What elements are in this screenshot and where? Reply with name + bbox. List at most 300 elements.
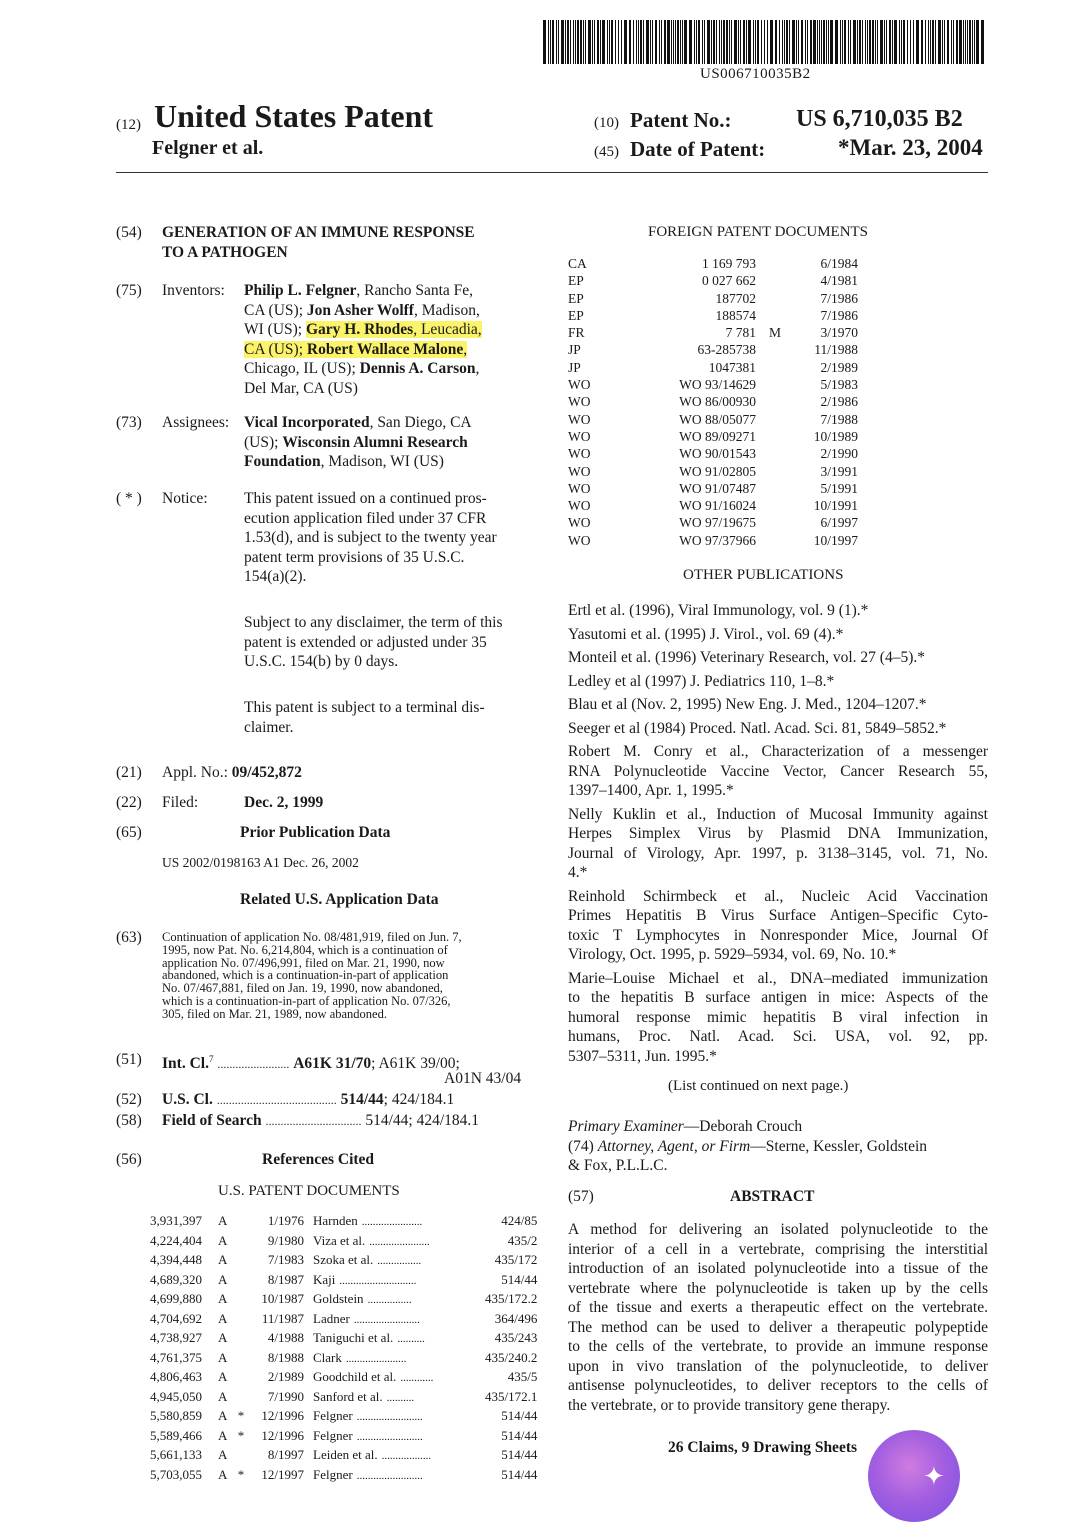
leader-dots: ...................... [345,1352,407,1365]
notice-line: patent is extended or adjusted under 35 [244,633,487,651]
publication-line: Blau et al (Nov. 2, 1995) New Eng. J. Med., 1204–1207.* [568,696,927,713]
continuation-text [162,931,534,1021]
inventor-name: Sanford et al. [313,1388,383,1404]
foreign-date: 6/1997 [820,515,858,531]
code-22: (22) [116,794,142,811]
abstract-title: ABSTRACT [730,1188,815,1205]
table-row [568,497,858,514]
highlighted-inventor: Gary H. Rhodes, Leucadia, [306,321,482,338]
inventor-cell [313,1446,485,1466]
sparkle-icon: ✦ [923,1462,945,1491]
publication-line: Herpes Simplex Virus by Plasmid DNA Immunization, [568,825,988,842]
continuation-line: Continuation of application No. 08/481,919, filed on Jun. 7, [162,930,462,944]
table-row [568,514,858,531]
publication-line: Monteil et al. (1996) Veterinary Research, vol. 27 (4–5).* [568,649,925,666]
publication-entry [568,742,988,801]
table-row [568,428,858,445]
leader-dots: .......... [386,1391,415,1404]
star-mark [234,1290,248,1310]
table-row [568,307,858,324]
notice-code: ( * ) [116,490,142,507]
filed-label: Filed: [162,794,199,811]
leader-dots: ........................ [353,1313,420,1326]
patent-date: 12/1997 [261,1466,304,1482]
country-code: WO [568,377,591,393]
inventor-name: Taniguchi et al. [313,1330,394,1345]
inventor-name: Ladner [313,1310,350,1326]
kind-code: A [218,1232,228,1248]
inventor-cell [313,1290,485,1310]
kind-code: A [218,1310,228,1326]
foreign-number: 63-285738 [697,342,756,358]
related-data-title: Related U.S. Application Data [240,891,439,908]
kind-mark [756,307,794,324]
prior-publication-value: US 2002/0198163 A1 Dec. 26, 2002 [162,855,359,870]
table-row [150,1329,537,1349]
class-code: 364/496 [494,1310,538,1326]
inventors-label: Inventors: [162,282,225,299]
leader-dots: ............ [400,1372,434,1384]
code-52: (52) [116,1091,142,1108]
primary-examiner: Primary Examiner—Deborah Crouch [568,1118,803,1135]
publication-line: Primes Hepatitis B Virus Surface Antigen–Specific Cyto- [568,907,988,924]
publication-line: humoral response mimic hepatitis B viral infection in [568,1008,988,1026]
kind-mark [756,480,794,497]
kind-code: A [218,1291,228,1306]
country-code: WO [568,446,591,462]
header-divider [116,172,988,173]
patent-date: 9/1980 [267,1232,304,1248]
publication-entry [568,719,988,739]
country-code: FR [568,325,585,341]
int-cl-continued: A01N 43/04 [444,1070,522,1087]
assistant-fab-button[interactable] [868,1430,960,1522]
patent-number: 4,689,320 [150,1271,202,1287]
publication-line: Marie–Louise Michael et al., DNA–mediated immunization [568,969,988,987]
abstract-text [568,1220,988,1415]
kind-mark [756,497,794,514]
patent-date: 8/1988 [267,1349,304,1365]
publication-entry [568,805,988,883]
code-56: (56) [116,1151,142,1168]
highlighted-inventor: CA (US); Robert Wallace Malone, [244,340,468,358]
leader-dots: ................ [377,1255,422,1267]
star-mark: * [237,1466,245,1482]
notice-text-2 [244,613,534,672]
table-row [568,359,858,376]
country-code: EP [568,273,584,289]
foreign-number: WO 93/14629 [679,377,756,393]
star-mark [234,1232,248,1252]
foreign-number: WO 91/02805 [679,463,756,479]
foreign-patent-documents-table [568,255,858,549]
inventor-name: Clark [313,1349,342,1365]
notice-line: This patent is subject to a terminal dis- [244,699,485,716]
inventor-cell [313,1368,485,1388]
inventor-name: Jon Asher Wolff [306,301,414,319]
kind-code: A [218,1330,228,1345]
foreign-date: 7/1986 [820,307,858,323]
patent-date: 1/1976 [267,1213,304,1228]
leader-dots: ........................ [356,1469,423,1482]
table-row [150,1388,537,1408]
kind-code: A [218,1466,228,1482]
table-row [568,393,858,410]
patent-number: 4,394,448 [150,1252,202,1267]
continuation-line: application No. 07/496,991, filed on Mar. 21, 1990, now [162,955,445,970]
code-57: (57) [568,1188,594,1205]
code-58: (58) [116,1112,142,1129]
country-code: WO [568,411,591,427]
continuation-line: abandoned, which is a continuation-in-part of application [162,968,449,983]
kind-mark [756,514,794,531]
notice-line: ecution application filed under 37 CFR [244,509,487,527]
country-code: WO [568,463,591,479]
inventors-short: Felgner et al. [152,137,264,159]
foreign-date: 2/1986 [820,394,858,410]
leader-dots: .................. [381,1450,432,1462]
table-row [150,1349,537,1369]
publication-line: Virology, Oct. 1995, p. 5929–5934, vol. 69, No. 10.* [568,946,897,963]
patent-type-title: United States Patent [154,98,434,134]
inventor-name: Goodchild et al. [313,1369,397,1384]
code-45: (45) [594,144,619,160]
table-row [568,463,858,480]
class-code: 514/44 [501,1427,538,1443]
notice-text-1 [244,489,534,587]
notice-line: This patent issued on a continued pros- [244,490,487,507]
inventors-list: Philip L. Felgner, Rancho Santa Fe, CA (US); Jon Asher Wolff, Madison, WI (US); Gary H. Rhodes, Leucadia, CA (US); Robert Wallace Malone, Chicago, IL (US); Dennis A. Carson, Del Mar, CA (US) [244,282,482,397]
abstract-line: The method can be used to deliver a therapeutic polypeptide [568,1318,988,1336]
foreign-number: 1 169 793 [702,256,756,271]
table-row [568,255,858,272]
foreign-number: WO 89/09271 [679,428,756,444]
kind-mark [756,272,794,289]
kind-mark: M [768,325,781,341]
code-65: (65) [116,824,142,841]
leader-dots: ...................... [369,1235,430,1248]
other-publications-title: OTHER PUBLICATIONS [683,567,844,583]
inventor-cell [313,1466,485,1486]
inventor-cell [313,1212,485,1232]
abstract-line: antisense polynucleotides, to deliver receptors to the cells of [568,1377,988,1394]
class-code: 435/172.2 [485,1291,538,1306]
patent-number: 4,224,404 [150,1232,202,1248]
leader-dots: ........................ [356,1430,423,1443]
patent-no-label: Patent No.: [630,108,732,132]
class-code: 435/5 [507,1369,538,1384]
inventor-cell [313,1349,485,1369]
star-mark [234,1310,248,1330]
country-code: WO [568,532,591,548]
patent-date: 10/1987 [261,1291,304,1306]
table-row [150,1427,537,1447]
publication-line: Journal of Virology, Apr. 1997, p. 3138–3145, vol. 71, No. [568,844,988,862]
int-cl: Int. Cl.$^7$ ........................ A61K 31/70; A61K 39/00; [162,1054,460,1073]
inventor-name: Szoka et al. [313,1252,374,1267]
code-75: (75) [116,282,142,299]
publication-line: 1397–1400, Apr. 1, 1995.* [568,782,734,799]
table-row [568,445,858,462]
title-line-2: TO A PATHOGEN [162,244,288,261]
abstract-line: to the cells of the vertebrate, to provide an immune response [568,1338,988,1355]
table-row [568,341,858,358]
table-row [568,532,858,549]
foreign-number: WO 97/37966 [679,532,756,548]
country-code: JP [568,342,581,358]
patent-number: 3,931,397 [150,1213,202,1228]
foreign-date: 10/1989 [813,428,858,444]
code-51: (51) [116,1051,142,1068]
foreign-number: 188574 [715,307,756,323]
foreign-number: 0 027 662 [702,273,756,289]
kind-code: A [218,1388,228,1404]
inventor-cell [313,1427,485,1447]
abstract-line: interior of a cell in a vertebrate, comprising the interstitial [568,1240,988,1258]
publication-line: Ertl et al. (1996), Viral Immunology, vol. 9 (1).* [568,602,869,619]
code-73: (73) [116,414,142,431]
publication-line: humans, Proc. Natl. Acad. Sci. USA, vol. 92, pp. [568,1028,988,1045]
publication-line: Robert M. Conry et al., Characterization of a messenger [568,743,988,760]
attorney-continued: & Fox, P.L.L.C. [568,1157,668,1174]
leader-dots: ............................ [339,1274,417,1287]
kind-code: A [218,1447,228,1462]
country-code: WO [568,428,591,444]
patent-date: 8/1987 [267,1271,304,1287]
inventor-name: Goldstein [313,1291,364,1306]
class-code: 435/240.2 [485,1349,538,1365]
other-publications-list [568,601,988,1070]
kind-mark [756,359,794,376]
patent-number: 4,704,692 [150,1310,202,1326]
inventor-name: Kaji [313,1271,336,1287]
foreign-number: WO 97/19675 [679,515,756,531]
foreign-number: WO 90/01543 [679,446,756,462]
leader-dots: ...................... [361,1216,423,1228]
table-row [150,1466,537,1486]
foreign-number: WO 88/05077 [679,411,756,427]
publication-line: toxic T Lymphocytes in Nonresponder Mice, Journal Of [568,926,988,944]
us-patent-documents-title: U.S. PATENT DOCUMENTS [218,1183,400,1199]
publication-entry [568,625,988,645]
star-mark [234,1271,248,1291]
leader-dots: ................ [367,1294,412,1306]
assignees-label: Assignees: [162,414,230,431]
foreign-date: 11/1988 [814,342,858,358]
kind-mark [756,341,794,358]
abstract-line: upon in vivo translation of the polynucleotide, to deliver [568,1357,988,1375]
inventor-name: Felgner [313,1427,353,1443]
foreign-date: 2/1990 [820,446,858,462]
table-row [150,1407,537,1427]
patent-number: US 6,710,035 B2 [796,106,963,132]
us-patent-documents-table [150,1212,537,1485]
publication-line: Nelly Kuklin et al., Induction of Mucosal Immunity against [568,805,988,823]
publication-entry [568,601,988,621]
kind-mark [756,411,794,428]
patent-number: 4,945,050 [150,1388,202,1404]
patent-number: 5,580,859 [150,1408,202,1423]
inventor-cell [313,1310,485,1330]
barcode-image [543,20,988,64]
patent-date: 12/1996 [261,1408,304,1423]
assignees-list: Vical Incorporated, San Diego, CA (US); Wisconsin Alumni Research Foundation, Madison, WI (US) [244,414,472,470]
patent-date: 8/1997 [267,1447,304,1462]
abstract-line: the vertebrate, or to provide transitory gene therapy. [568,1396,891,1414]
notice-line: claimer. [244,718,294,736]
publication-line: Seeger et al (1984) Proced. Natl. Acad. Sci. 81, 5849–5852.* [568,719,947,737]
table-row [150,1212,537,1232]
kind-code: A [218,1408,228,1423]
class-code: 435/243 [494,1330,538,1345]
star-mark [234,1329,248,1349]
table-row [568,272,858,289]
continuation-line: 1995, now Pat. No. 6,214,804, which is a continuation of [162,942,448,957]
claims-summary: 26 Claims, 9 Drawing Sheets [668,1439,858,1456]
code-12: (12) [116,117,141,133]
foreign-date: 7/1986 [820,290,858,306]
table-row [150,1271,537,1291]
country-code: EP [568,290,584,306]
continuation-line: which is a continuation-in-part of application No. 07/326, [162,993,451,1008]
kind-code: A [218,1427,228,1443]
patent-number: 4,761,375 [150,1349,202,1365]
patent-number: 5,661,133 [150,1447,202,1462]
continuation-line: No. 07/467,881, filed on Jan. 19, 1990, now abandoned, [162,981,443,996]
country-code: WO [568,394,591,410]
foreign-number: WO 91/16024 [679,498,756,514]
foreign-number: WO 91/07487 [679,480,756,496]
country-code: EP [568,307,584,323]
foreign-date: 10/1991 [813,498,858,514]
foreign-date: 5/1991 [820,480,858,496]
abstract-line: vertebrate where the polynucleotide is taken up by the cells [568,1279,988,1297]
star-mark [234,1368,248,1388]
inventor-name: Harnden [313,1213,358,1228]
leader-dots: ........................ [356,1411,423,1423]
table-row [568,324,858,341]
table-row [150,1446,537,1466]
foreign-number: 187702 [715,290,756,306]
class-code: 514/44 [501,1408,538,1423]
inventor-name: Dennis A. Carson [359,360,476,377]
foreign-date: 7/1988 [820,411,858,427]
abstract-line: of the tissue and exerts a therapeutic effect on the vertebrate. [568,1299,988,1316]
star-mark [234,1446,248,1466]
inventor-name: Felgner [313,1466,353,1482]
class-code: 435/172 [494,1252,538,1267]
notice-label: Notice: [162,490,208,507]
foreign-number: 7 781 [725,325,756,341]
publication-entry [568,695,988,715]
table-row [150,1251,537,1271]
table-row [150,1232,537,1252]
star-mark [234,1349,248,1369]
us-cl: U.S. Cl. ........................................ 514/44; 424/184.1 [162,1091,455,1108]
date-of-patent-label: Date of Patent: [630,137,766,161]
appl-no: Appl. No.: 09/452,872 [162,764,302,781]
kind-code: A [218,1271,228,1287]
foreign-date: 2/1989 [820,359,858,375]
foreign-number: WO 86/00930 [679,394,756,410]
country-code: WO [568,515,591,531]
publication-entry [568,887,988,965]
kind-mark [756,463,794,480]
patent-date: 7/1983 [267,1252,304,1267]
foreign-date: 6/1984 [820,256,858,271]
publication-entry [568,969,988,1067]
class-code: 435/172.1 [485,1388,538,1404]
foreign-number: 1047381 [708,359,756,375]
code-10: (10) [594,115,619,131]
continuation-line: 305, filed on Mar. 21, 1989, now abandoned. [162,1006,387,1021]
title-line-1: GENERATION OF AN IMMUNE RESPONSE [162,224,475,241]
abstract-line: A method for delivering an isolated polynucleotide to the [568,1221,988,1238]
foreign-date: 10/1997 [813,532,858,548]
inventor-cell [313,1388,485,1408]
table-row [568,480,858,497]
list-continued-note: (List continued on next page.) [668,1078,849,1094]
inventor-cell [313,1407,485,1427]
attorney: (74) Attorney, Agent, or Firm—Sterne, Kessler, Goldstein [568,1138,928,1155]
patent-number: 5,589,466 [150,1427,202,1443]
class-code: 514/44 [501,1271,538,1287]
inventor-cell [313,1271,485,1291]
kind-mark [756,290,794,307]
inventor-cell [313,1232,485,1252]
kind-mark [756,255,794,272]
patent-date: 11/1987 [261,1310,304,1326]
table-row [150,1310,537,1330]
publication-line: RNA Polynucleotide Vaccine Vector, Cancer Research 55, [568,762,988,780]
star-mark [234,1212,248,1232]
references-cited-title: References Cited [262,1151,375,1168]
notice-line: Subject to any disclaimer, the term of this [244,614,503,631]
foreign-date: 4/1981 [820,273,858,289]
country-code: CA [568,256,587,271]
kind-code: A [218,1213,228,1228]
class-code: 514/44 [501,1447,538,1462]
notice-line: patent term provisions of 35 U.S.C. [244,548,465,566]
leader-dots: .......... [397,1333,425,1345]
kind-mark [756,376,794,393]
kind-code: A [218,1252,228,1267]
patent-number: 4,806,463 [150,1369,202,1384]
table-row [568,290,858,307]
publication-entry [568,672,988,692]
notice-text-3 [244,698,534,737]
inventor-cell [313,1329,485,1349]
inventor-name: Leiden et al. [313,1447,378,1462]
kind-mark [756,445,794,462]
abstract-line: introduction of an isolated polynucleotide into a tissue of the [568,1260,988,1277]
barcode-number: US006710035B2 [700,66,811,82]
patent-date: 7/1990 [267,1388,304,1404]
notice-line: 1.53(d), and is subject to the twenty year [244,529,497,546]
kind-code: A [218,1349,228,1365]
patent-number: 5,703,055 [150,1466,202,1482]
kind-mark [756,393,794,410]
star-mark: * [237,1427,245,1443]
table-row [150,1368,537,1388]
publication-line: Reinhold Schirmbeck et al., Nucleic Acid Vaccination [568,887,988,905]
star-mark [234,1251,248,1271]
class-code: 424/85 [501,1213,538,1228]
foreign-date: 3/1991 [820,463,858,479]
publication-line: Yasutomi et al. (1995) J. Virol., vol. 69 (4).* [568,625,844,643]
publication-line: 5307–5311, Jun. 1995.* [568,1047,717,1065]
table-row [568,376,858,393]
